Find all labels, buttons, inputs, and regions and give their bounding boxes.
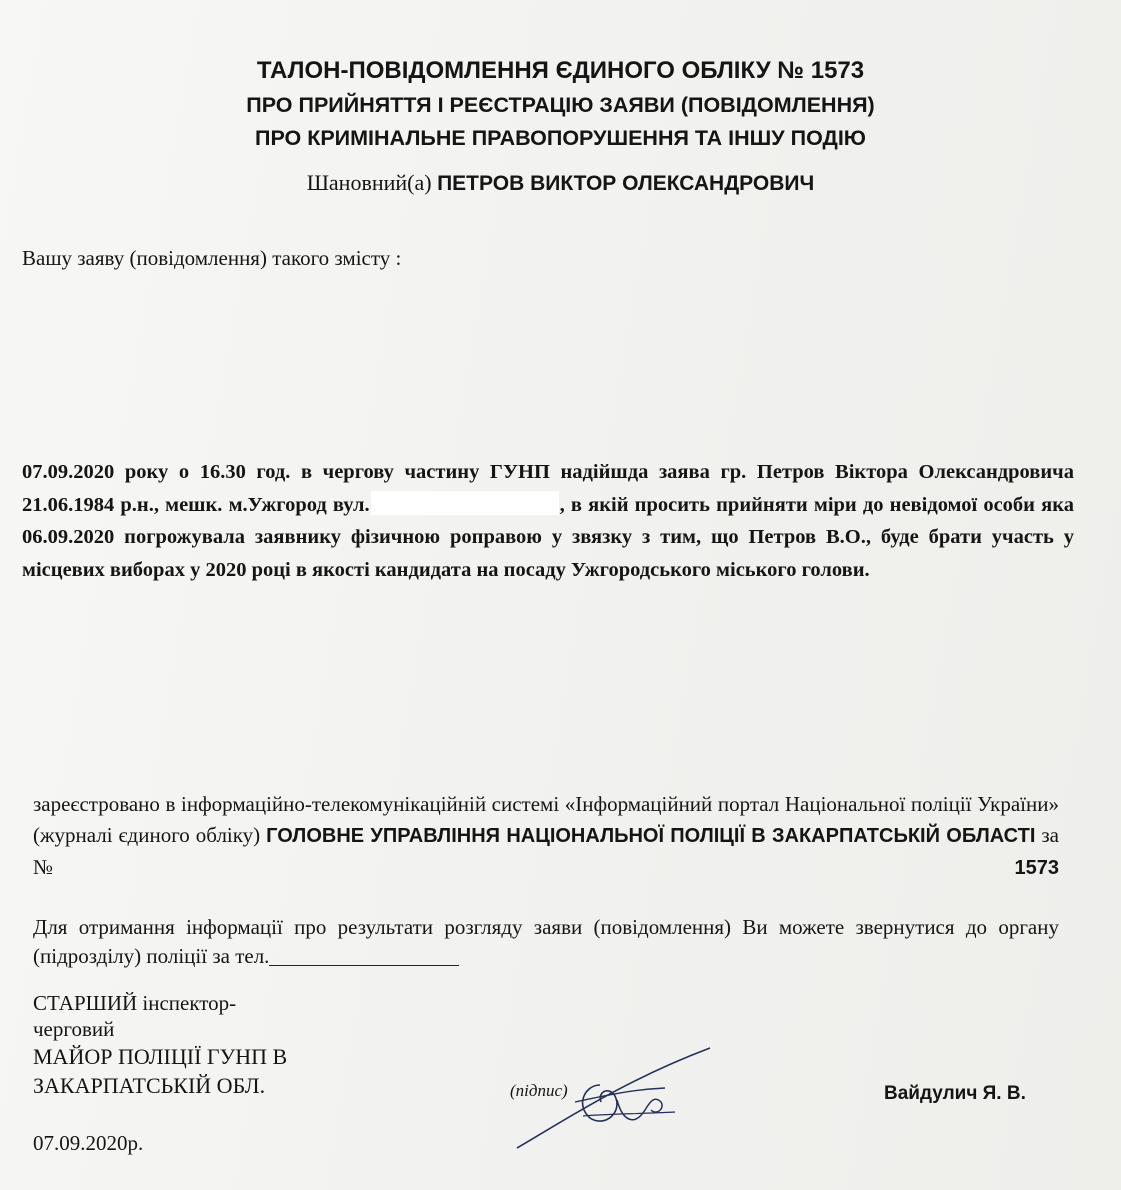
info-text: Для отримання інформації про результати розгляду заяви (повідомлення) Ви можете звернутися до органу (підрозділу) поліції за тел.: [33, 915, 1059, 968]
officer-position-2: черговий: [33, 1017, 115, 1041]
registration-number: 1573: [1014, 857, 1059, 879]
statement-part-1: 07.09.2020 року о 16.30 год. в чергову частину ГУНП надійшда заява гр. Петров Віктора Олександровича 21.06.1984 р.н., мешк. м.Ужгород вул.: [22, 461, 1074, 516]
officer-rank-2: ЗАКАРПАТСЬКІЙ ОБЛ.: [33, 1073, 266, 1098]
registration-paragraph: [33, 789, 1059, 884]
statement-content: [22, 456, 1074, 586]
greeting: [0, 170, 1121, 196]
statement-part-3: погрожувала заявнику фізичною роправою у звязку з тим, що Петров В.О., буде брати участь у місцевих виборах у 2020 році в якості кандидата на посаду Ужгородського міського голови.: [22, 526, 1075, 581]
registration-authority: ГОЛОВНЕ УПРАВЛІННЯ НАЦІОНАЛЬНОЇ ПОЛІЦІЇ В ЗАКАРПАТСЬКІЙ ОБЛАСТІ: [266, 825, 1036, 847]
officer-position-1: СТАРШИЙ інспектор-: [33, 991, 237, 1015]
phone-blank-line: [269, 945, 459, 966]
signer-name: Вайдулич Я. В.: [884, 1083, 1026, 1104]
statement-intro: Вашу заяву (повідомлення) такого змісту :: [22, 246, 402, 270]
statement-part-2: , в якій просить прийняти міри до невідомої особи яка 06.09.2020: [22, 493, 1074, 548]
document-title: ТАЛОН-ПОВІДОМЛЕННЯ ЄДИНОГО ОБЛІКУ № 1573: [256, 57, 865, 84]
redacted-address: [371, 491, 559, 515]
registration-text: зареєстровано в інформаційно-телекомунікаційній системі «Інформаційний портал Національної поліції України» (журналі єдиного обліку): [33, 792, 1059, 847]
document-date: 07.09.2020р.: [33, 1131, 144, 1155]
document-header: [0, 52, 1121, 155]
greeting-prefix: Шановний(а): [306, 170, 432, 195]
applicant-name: ПЕТРОВ ВИКТОР ОЛЕКСАНДРОВИЧ: [437, 172, 815, 195]
registration-number-prefix: за №: [33, 823, 1059, 879]
document-subtitle-2: ПРО КРИМІНАЛЬНЕ ПРАВОПОРУШЕННЯ ТА ІНШУ ПОДІЮ: [255, 126, 866, 150]
handwritten-signature: [505, 1030, 720, 1155]
info-paragraph: [33, 913, 1059, 971]
document-subtitle-1: ПРО ПРИЙНЯТТЯ І РЕЄСТРАЦІЮ ЗАЯВИ (ПОВІДОМЛЕННЯ): [246, 93, 875, 117]
signature-label: (підпис): [510, 1081, 568, 1100]
officer-rank-1: МАЙОР ПОЛІЦІЇ ГУНП В: [33, 1044, 288, 1069]
officer-block: [33, 990, 287, 1100]
